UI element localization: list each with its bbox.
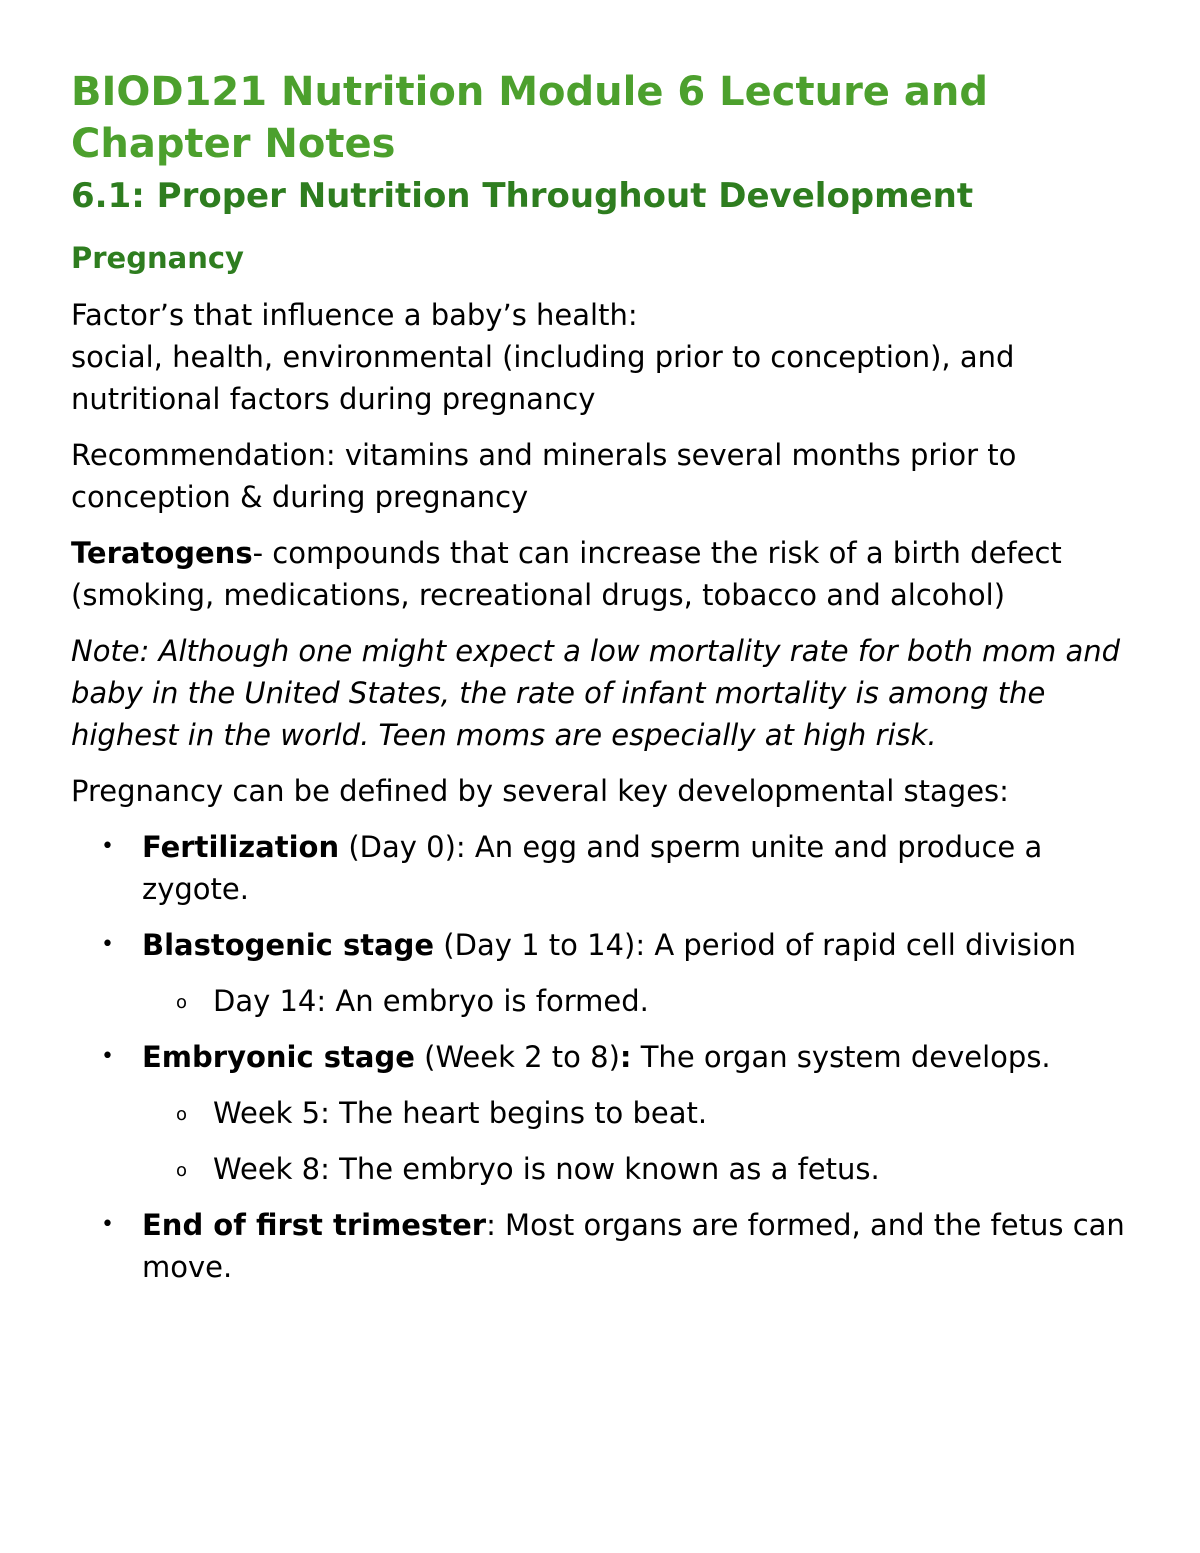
sub-item-text: Week 5: The heart begins to beat. [213,1096,708,1130]
teratogens-definition: - compounds that can increase the risk of a birth defect (smoking, medications, recreational drugs, tobacco and alcohol) [71,536,1062,612]
list-item [71,1204,1151,1288]
circle-bullet-icon: o [176,992,188,1013]
title-line-1: BIOD121 Nutrition Module 6 Lecture and [71,69,988,115]
subsection-heading: Pregnancy [71,241,244,275]
list-item [71,1036,1151,1190]
note-paragraph: Note: Although one might expect a low mortality rate for both mom and baby in the United States, the rate of infant mortality is among the highest in the world. Teen moms are especially at high risk. [71,634,1121,752]
sub-list [142,980,1151,1022]
circle-bullet-icon: o [176,1104,188,1125]
stage-description: (Day 0): An egg and sperm unite and produce a zygote. [142,830,1043,906]
teratogens-paragraph [71,532,1151,616]
sub-list [142,1092,1151,1190]
stages-intro: Pregnancy can be defined by several key developmental stages: [71,774,1009,808]
stage-term: Fertilization [142,830,340,864]
sub-list-item [142,980,1151,1022]
sub-item-text: Day 14: An embryo is formed. [213,984,649,1018]
list-item [71,924,1151,1022]
factors-intro: Factor’s that influence a baby’s health: [71,298,638,332]
list-item [71,826,1151,910]
document-title [71,66,1151,170]
teratogens-term: Teratogens [71,536,253,570]
stage-colon: : [619,1040,632,1074]
stage-description: : Most organs are formed, and the fetus can move. [142,1208,1125,1284]
stage-description: The organ system develops. [631,1040,1051,1074]
circle-bullet-icon: o [176,1160,188,1181]
factors-list: social, health, environmental (including prior to conception), and nutritional factors during pregnancy [71,340,1015,416]
bullet-icon: • [101,1044,114,1069]
stage-term: Embryonic stage [142,1040,415,1074]
document-page [71,66,1151,1288]
bullet-icon: • [101,834,114,859]
sub-list-item [142,1148,1151,1190]
bullet-icon: • [101,1212,114,1237]
stage-term: Blastogenic stage [142,928,435,962]
stage-range: (Week 2 to 8) [414,1040,620,1074]
recommendation-paragraph: Recommendation: vitamins and minerals several months prior to conception & during pregnancy [71,438,1017,514]
title-line-2: Chapter Notes [71,121,396,167]
section-heading: 6.1: Proper Nutrition Throughout Development [71,176,974,216]
stage-term: End of first trimester [142,1208,487,1242]
sub-list-item [142,1092,1151,1134]
sub-item-text: Week 8: The embryo is now known as a fetus. [213,1152,880,1186]
stages-list [71,826,1151,1288]
bullet-icon: • [101,932,114,957]
stage-description: (Day 1 to 14): A period of rapid cell division [434,928,1077,962]
